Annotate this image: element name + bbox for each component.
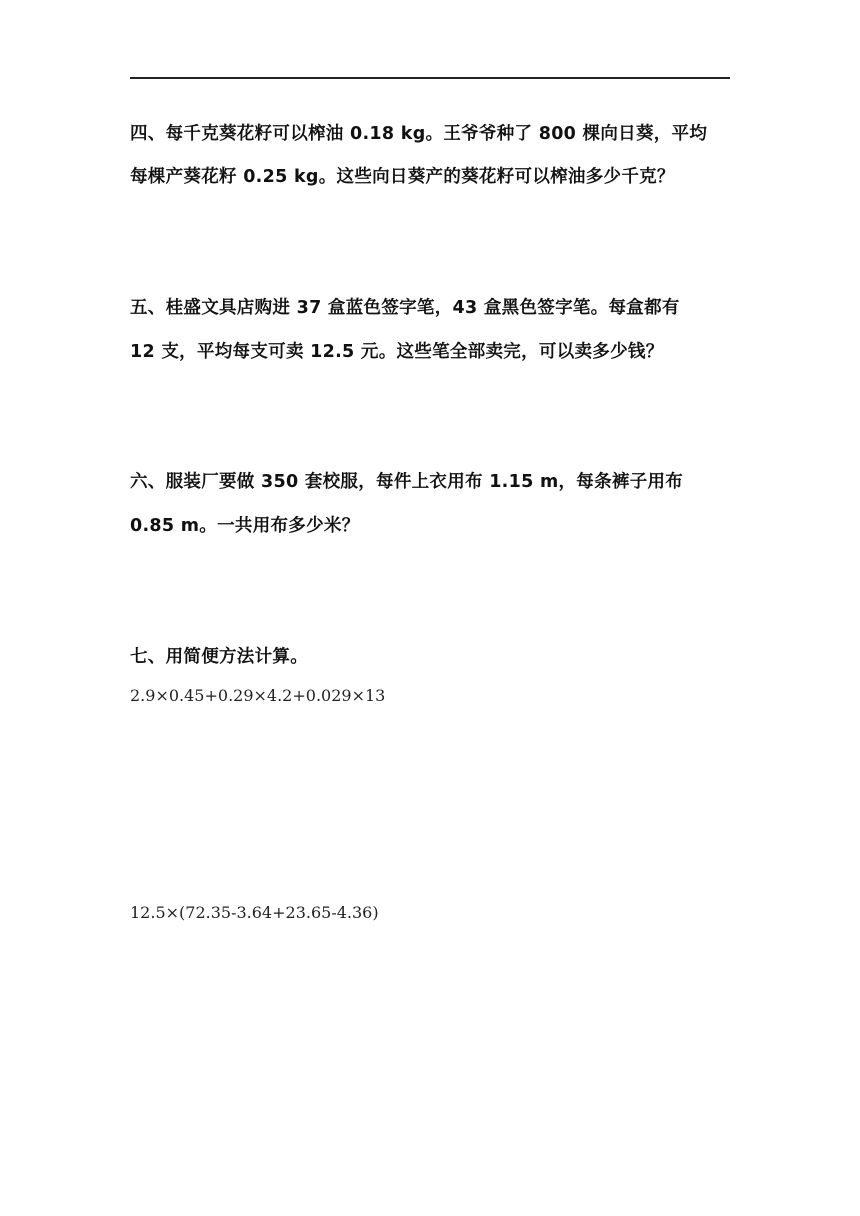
question-5-line-2: 12 支，平均每支可卖 12.5 元。这些笔全部卖完，可以卖多少钱？ [130,342,664,362]
question-6-line-1: 六、服装厂要做 350 套校服，每件上衣用布 1.15 m，每条裤子用布 [130,472,684,492]
question-4-line-1: 四、每千克葵花籽可以榨油 0.18 kg。王爷爷种了 800 棵向日葵，平均 [130,124,708,144]
question-7-title: 七、用简便方法计算。 [130,647,308,667]
question-4-line-2: 每棵产葵花籽 0.25 kg。这些向日葵产的葵花籽可以榨油多少千克？ [130,167,675,187]
question-6-line-2: 0.85 m。一共用布多少米？ [130,516,360,536]
question-5-line-1: 五、桂盛文具店购进 37 盒蓝色签字笔，43 盒黑色签字笔。每盒都有 [130,298,680,318]
question-7-expression-2: 12.5×(72.35-3.64+23.65-4.36) [130,903,379,922]
header-rule [130,77,730,79]
question-7-expression-1: 2.9×0.45+0.29×4.2+0.029×13 [130,686,386,705]
